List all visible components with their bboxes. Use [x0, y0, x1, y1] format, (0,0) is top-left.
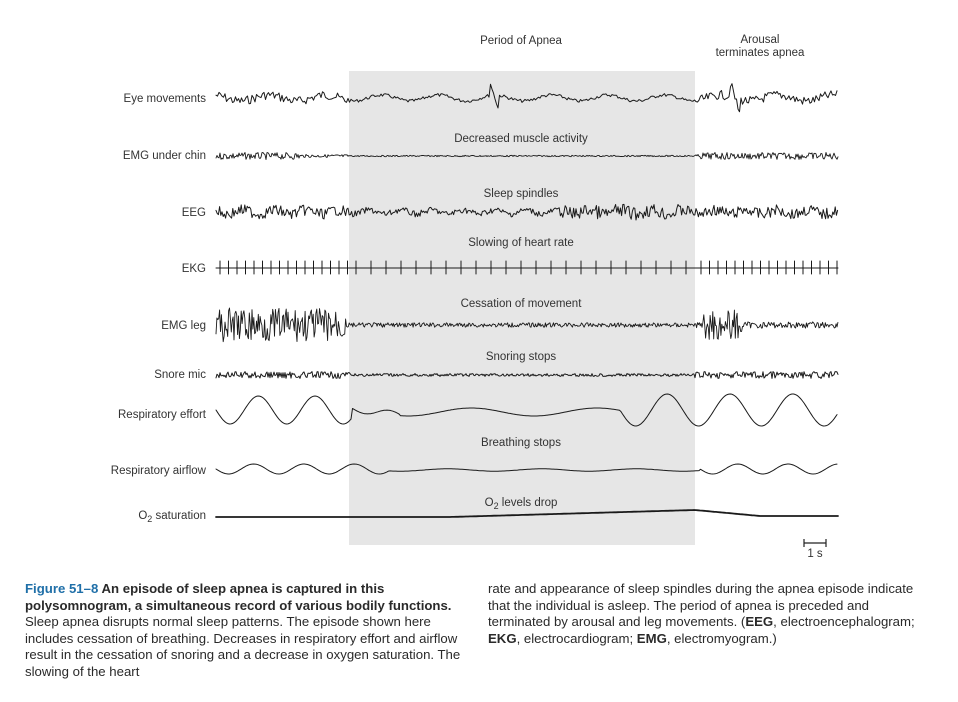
scale-bar-label: 1 s	[807, 548, 823, 560]
caption-bold-summary: An episode of sleep apnea is captured in this polysomnogram, a simultaneous record of various bodily functions.	[25, 581, 452, 613]
annotation-period-of-apnea: Period of Apnea	[480, 35, 562, 47]
annotation-cessation-of-movement: Cessation of movement	[460, 298, 582, 310]
caption-left-column	[25, 581, 461, 681]
channel-label-o2-saturation: $O_2$ saturation	[138, 510, 206, 524]
caption-right-column	[488, 581, 928, 647]
annotation-decreased-muscle-activity: Decreased muscle activity	[454, 133, 588, 145]
channel-label-eeg: EEG	[181, 207, 206, 219]
scale-bar	[804, 539, 826, 560]
channel-label-eye-movements: Eye movements	[123, 93, 206, 105]
caption-body-left: Sleep apnea disrupts normal sleep patterns. The episode shown here includes cessation of breathing. Decreases in respiratory effort and airflow result in the cessation of snoring and a decrease in oxygen saturation. The slowing of the heart	[25, 614, 461, 679]
annotation-breathing-stops: Breathing stops	[481, 437, 561, 449]
channel-label-emg-under-chin: EMG under chin	[122, 150, 206, 162]
channel-label-respiratory-airflow: Respiratory airflow	[110, 465, 206, 477]
annotation-sleep-spindles: Sleep spindles	[483, 188, 559, 200]
channel-label-emg-leg: EMG leg	[161, 320, 206, 332]
annotation-terminates-apnea: terminates apnea	[715, 47, 805, 59]
annotation-snoring-stops: Snoring stops	[485, 351, 557, 363]
annotation-slowing-of-heart-rate: Slowing of heart rate	[468, 237, 574, 249]
annotation-o2-levels-drop: $O_2$ levels drop	[484, 497, 558, 511]
channel-label-respiratory-effort: Respiratory effort	[118, 409, 206, 421]
channel-label-ekg: EKG	[181, 263, 206, 275]
caption-body-right: rate and appearance of sleep spindles during the apnea episode indicate that the individual is asleep. The period of apnea is preceded and terminated by arousal and leg movements.	[488, 581, 914, 630]
caption-abbreviations: (EEG, electroencephalogram; EKG, electrocardiogram; EMG, electromyogram.)	[488, 614, 915, 646]
figure-number: Figure 51–8	[25, 581, 99, 596]
annotation-arousal: Arousal	[740, 34, 780, 46]
channel-label-snore-mic: Snore mic	[154, 369, 206, 381]
